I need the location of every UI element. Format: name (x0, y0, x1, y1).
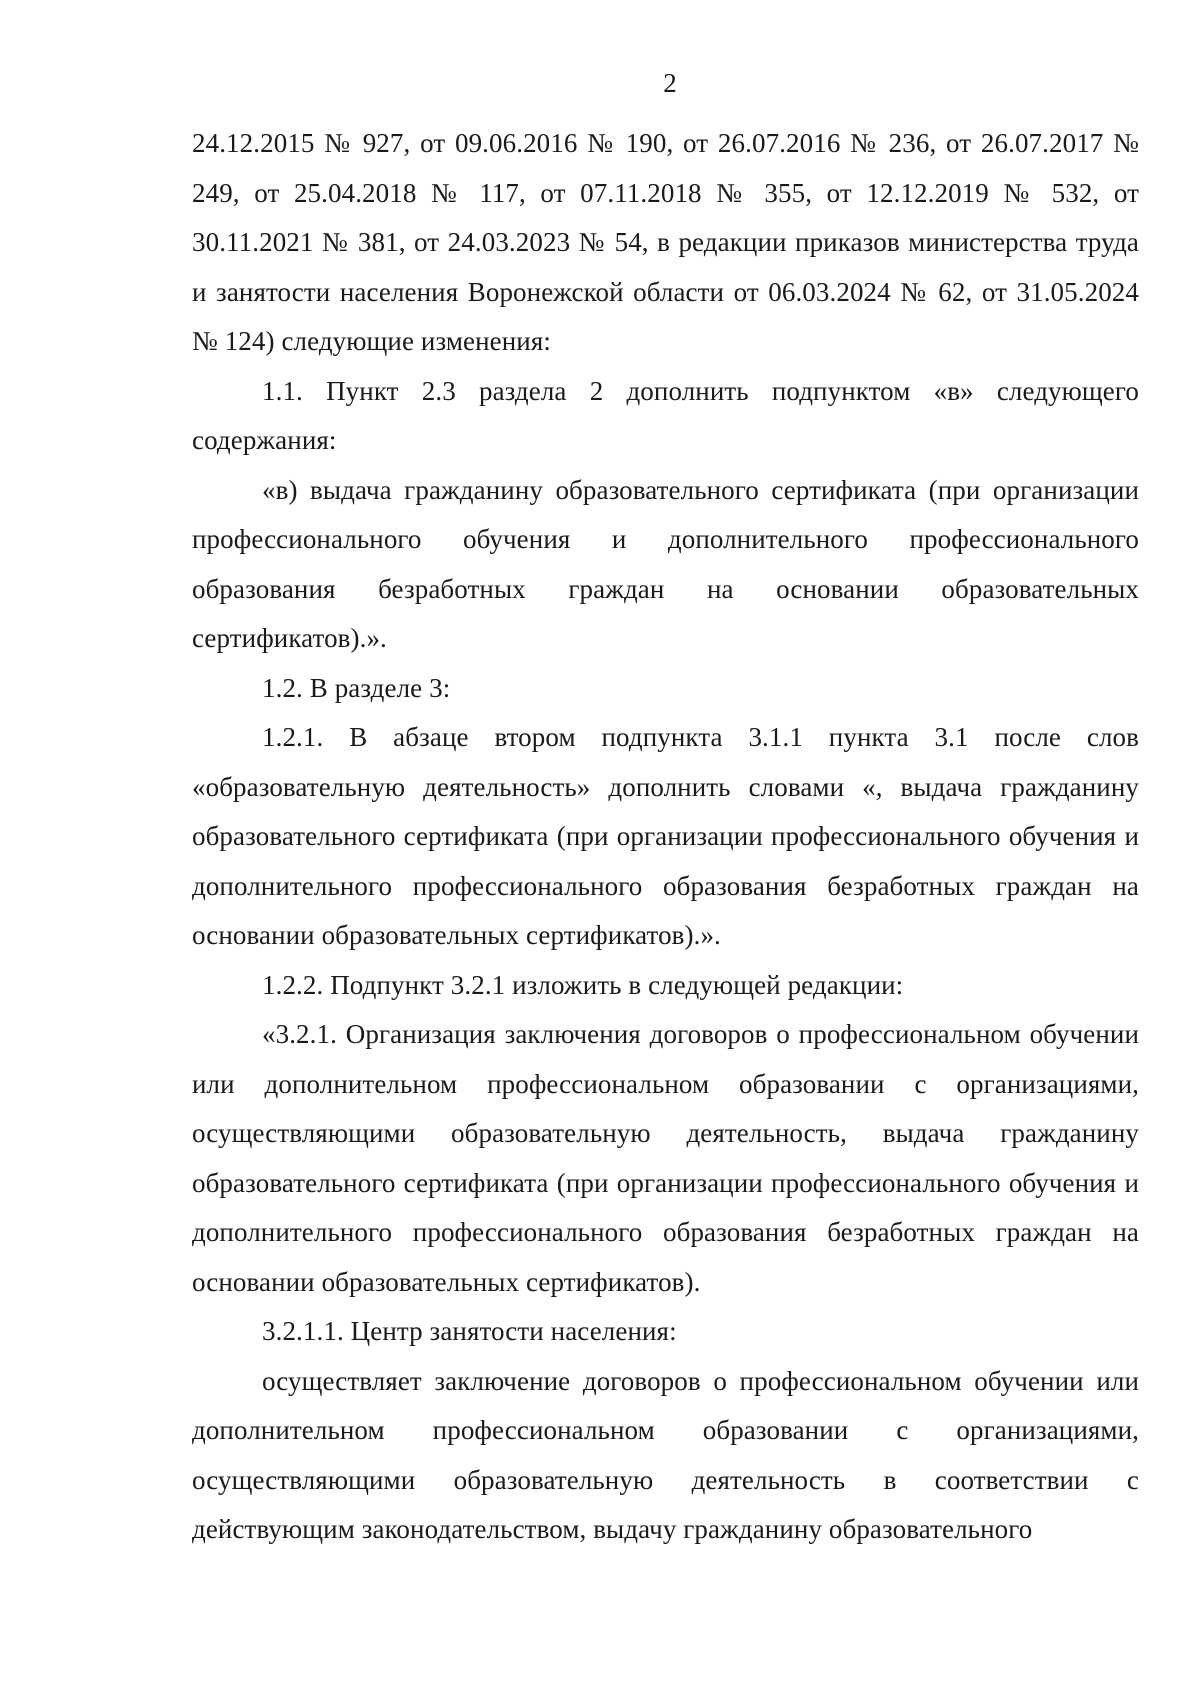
document-body (192, 119, 1139, 1555)
paragraph-employment-center-duties: осуществляет заключение договоров о профессиональном обучении или дополнительном профессиональном образовании с организациями, осуществляющими образовательную деятельность в соответствии с действующим законодательством, выдачу гражданину образовательного (192, 1365, 1139, 1544)
paragraph-amendment-list: 24.12.2015 № 927, от 09.06.2016 № 190, от 26.07.2016 № 236, от 26.07.2017 № 249, от 25.04.2018 № 117, от 07.11.2018 № 355, от 12.12.2019 № 532, от 30.11.2021 № 381, от 24.03.2023 № 54, в редакции приказов министерства труда и занятости населения Воронежской области от 06.03.2024 № 62, от 31.05.2024 № 124) следующие изменения: (192, 128, 1139, 356)
paragraph-1-2-1: 1.2.1. В абзаце втором подпункта 3.1.1 пункта 3.1 после слов «образовательную деятельность» дополнить словами «, выдача гражданину образовательного сертификата (при организации профессионального обучения и дополнительного профессионального образования безработных граждан на основании образовательных сертификатов).». (192, 722, 1139, 950)
paragraph-subitem-v: «в) выдача гражданину образовательного сертификата (при организации профессионального обучения и дополнительного профессионального образования безработных граждан на основании образовательных сертификатов).». (192, 474, 1139, 653)
paragraph-3-2-1: «3.2.1. Организация заключения договоров о профессиональном обучении или дополнительном профессиональном образовании с организациями, осуществляющими образовательную деятельность, выдача гражданину образовательного сертификата (при организации профессионального обучения и дополнительного профессионального образования безработных граждан на основании образовательных сертификатов). (192, 1019, 1139, 1297)
paragraph-3-2-1-1: 3.2.1.1. Центр занятости населения: (262, 1316, 677, 1346)
page-number: 2 (663, 68, 677, 98)
paragraph-1-2: 1.2. В разделе 3: (262, 672, 451, 703)
paragraph-1-2-2: 1.2.2. Подпункт 3.2.1 изложить в следующей редакции: (262, 969, 904, 1000)
paragraph-1-1: 1.1. Пункт 2.3 раздела 2 дополнить подпунктом «в» следующего содержания: (192, 375, 1139, 455)
